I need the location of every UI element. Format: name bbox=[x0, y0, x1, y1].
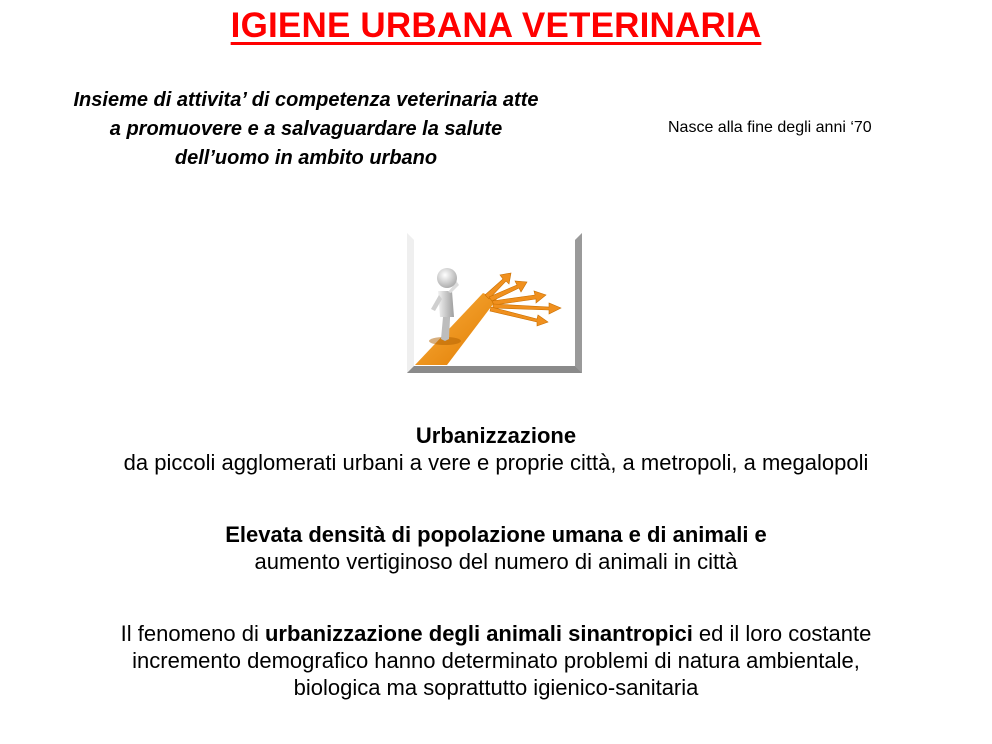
phenomenon-prefix: Il fenomeno di bbox=[120, 621, 265, 646]
definition-text bbox=[6, 86, 606, 173]
definition-line-1: Insieme di attivita’ di competenza veterinaria atte bbox=[73, 89, 539, 111]
phenomenon-line-1 bbox=[0, 620, 992, 647]
density-heading: Elevata densità di popolazione umana e di animali e bbox=[225, 522, 767, 547]
density-text: aumento vertiginoso del numero di animali in città bbox=[254, 549, 738, 574]
phenomenon-bold: urbanizzazione degli animali sinantropici bbox=[264, 621, 693, 646]
urbanization-text: da piccoli agglomerati urbani a vere e proprie città, a metropoli, a megalopoli bbox=[123, 450, 869, 475]
person-at-crossroads-arrows-icon bbox=[407, 233, 582, 373]
urbanization-section bbox=[0, 422, 992, 476]
page-title: IGIENE URBANA VETERINARIA bbox=[230, 6, 762, 45]
density-section bbox=[0, 521, 992, 575]
urbanization-heading: Urbanizzazione bbox=[415, 423, 577, 448]
phenomenon-line-3: biologica ma soprattutto igienico-sanitaria bbox=[293, 675, 699, 700]
definition-line-2: a promuovere e a salvaguardare la salute bbox=[109, 118, 503, 140]
phenomenon-suffix: ed il loro costante bbox=[692, 621, 872, 646]
definition-line-3: dell’uomo in ambito urbano bbox=[174, 147, 438, 169]
phenomenon-line-2: incremento demografico hanno determinato problemi di natura ambientale, bbox=[132, 648, 860, 673]
origin-note: Nasce alla fine degli anni ‘70 bbox=[668, 119, 872, 136]
phenomenon-section bbox=[0, 620, 992, 701]
